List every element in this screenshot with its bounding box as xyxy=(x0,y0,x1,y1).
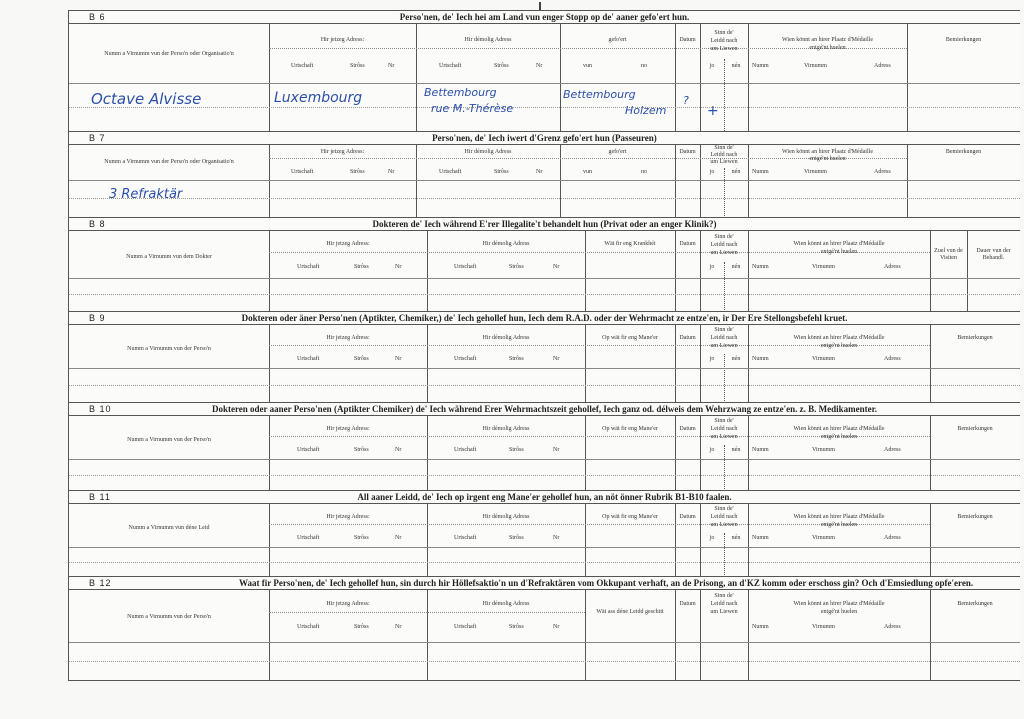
section-header xyxy=(69,491,1020,504)
section-title: Perso'nen, de' Iech iwert d'Grenz gefo'ert hun (Passeuren) xyxy=(432,133,657,143)
name-header: Numm a Virnumm vun déne Leid xyxy=(128,525,210,531)
name-header: Numm a Virnumm vun der Perso'n oder Organisatio'n xyxy=(104,159,234,165)
section-code: B 6 xyxy=(89,12,106,22)
section-b10: B 10 Dokteren oder aaner Perso'nen (Aptikter Chemiker) de' Iech während Erer Wehrmachtszeit gehollef, Iech ganz od. délweis dem Wehrzwang ze entze'en. z. B. Medikamenter. Numm a Virnumm vun der Perso'n Hir jetzeg Adress: Urtschaft Strôss Nr Hir démolig Adress Urtschaft Strôss Nr Op wät fir eng Mane'er Datum Sinn de' Leidd nach um Liewen jo nén Wien könnt an hirer Plaatz d'Médaille entgé'nt huelen Numm Virnumm Adress Bemierkungen xyxy=(69,402,1020,491)
section-title: Dokteren oder aaner Perso'nen (Aptikter Chemiker) de' Iech während Erer Wehrmachtszeit gehollef, Iech ganz od. délweis dem Wehrzwang ze entze'en. z. B. Medikamenter. xyxy=(211,404,878,414)
section-b7: B 7 Perso'nen, de' Iech iwert d'Grenz gefo'ert hun (Passeuren) Numm a Virnumm vun der Perso'n oder Organisatio'n Hir jetzeg Adress: Urtschaft Strôss Nr Hir démolig Adress Urtschaft Strôss Nr gefo'ert vun no Datum Sinn de' Leidd nach um Liewen jo nén Wien könnt an hirer Plaatz d'Médaille entgé'nt huelen Numm Virnumm Adress Bemierkungen 3 Refraktär xyxy=(69,131,1020,218)
handwritten-former-address-1: Bettembourg xyxy=(424,86,497,99)
name-header: Numm a Virnumm vun der Perso'n oder Organisatio'n xyxy=(104,51,234,57)
section-title: Dokteren oder äner Perso'nen (Aptikter, Chemiker,) de' Iech gehollef hun, Iech dem R.A.D. oder der Wehrmacht ze entze'en, ir Der Ere Stellongsbefehl kruet. xyxy=(241,313,848,323)
section-header xyxy=(69,577,1020,590)
name-header: Numm a Virnumm vun dem Dokter xyxy=(126,254,212,260)
section-title: Dokteren de' Iech während E'rer Illegalite't behandelt hun (Privat oder an enger Klinik?) xyxy=(372,219,717,229)
section-b11: B 11 All aaner Leidd, de' Iech op irgent eng Mane'er gehollef hun, an nöt önner Rubrik B1-B10 faalen. Numm a Virnumm vun déne Leid Hir jetzeg Adress: Urtschaft Strôss Nr Hir démolig Adress Urtschaft Strôss Nr Op wät fir eng Mane'er Datum Sinn de' Leidd nach um Liewen jo nén Wien könnt an hirer Plaatz d'Médaille entgé'nt huelen Numm Virnumm Adress Bemierkungen xyxy=(69,490,1020,577)
section-code: B 7 xyxy=(89,133,106,143)
section-b12: B 12 Waat fir Perso'nen, de' Iech gehollef hun, sin durch hir Höllefsaktio'n un d'Refraktären vom Okkupant verhaft, an de Prisong, an d'KZ komm oder erschoss gin? Och d'Emsiedlung opfe'eren. Numm a Virnumm vun der Perso'n Hir jetzeg Adress: Urtschaft Strôss Nr Hir démolig Adress Urtschaft Strôss Nr Wät ass déne Leidd geschitt Datum Sinn de' Leidd nach um Liewen Wien könnt an hirer Plaatz d'Médaille entgé'nt huelen Numm Virnumm Adress Bemierkungen xyxy=(69,576,1020,681)
section-b9: B 9 Dokteren oder äner Perso'nen (Aptikter, Chemiker,) de' Iech gehollef hun, Iech dem R.A.D. oder der Wehrmacht ze entze'en, ir Der Ere Stellongsbefehl kruet. Numm a Virnumm vun der Perso'n Hir jetzeg Adress: Urtschaft Strôss Nr Hir démolig Adress Urtschaft Strôss Nr Op wät fir eng Mane'er Datum Sinn de' Leidd nach um Liewen jo nén Wien könnt an hirer Plaatz d'Médaille entgé'nt huelen Numm Virnumm Adress Bemierkungen xyxy=(69,311,1020,403)
name-header: Numm a Virnumm vun der Perso'n xyxy=(127,346,211,352)
col3-header: gefo'ert xyxy=(608,37,627,43)
section-title: Waat fir Perso'nen, de' Iech gehollef hun, sin durch hir Höllefsaktio'n un d'Refraktären vom Okkupant verhaft, an de Prisong, an d'KZ komm oder erschoss gin? Och d'Emsiedlung opfe'eren. xyxy=(239,578,974,588)
section-code: B 8 xyxy=(89,219,106,229)
datum-header: Datum xyxy=(679,37,696,43)
name-header: Numm a Virnumm vun der Perso'n xyxy=(127,437,211,443)
section-header xyxy=(69,11,1020,24)
handwritten-present-address: Luxembourg xyxy=(274,90,363,106)
handwritten-to: Holzem xyxy=(625,104,667,117)
section-title: All aaner Leidd, de' Iech op irgent eng Mane'er gehollef hun, an nöt önner Rubrik B1-B10 faalen. xyxy=(357,492,732,502)
handwritten-name: 3 Refraktär xyxy=(109,187,183,202)
handwritten-former-address-2: rue M.-Thérèse xyxy=(431,102,514,115)
section-header xyxy=(69,403,1020,416)
section-b8: B 8 Dokteren de' Iech während E'rer Illegalite't behandelt hun (Privat oder an enger Klinik?) Numm a Virnumm vun dem Dokter Hir jetzeg Adress: Urtschaft Strôss Nr Hir démolig Adress Urtschaft Strôss Nr Wät fir eng Krankhét Datum Sinn de' Leidd nach um Liewen jo nén Wien könnt an hirer Plaatz d'Médaille entgé'nt huelen Numm Virnumm Adress Zuel vun de Visiten Dauer vun der Behandl. xyxy=(69,217,1020,312)
handwritten-from: Bettembourg xyxy=(563,88,636,101)
section-header xyxy=(69,132,1020,145)
former-address-header: Hir démolig Adress xyxy=(464,37,512,43)
section-code: B 9 xyxy=(89,313,106,323)
duration-header: Dauer vun der Behandl. xyxy=(976,248,1011,261)
name-header: Numm a Virnumm vun der Perso'n xyxy=(127,614,211,620)
form-sheet xyxy=(68,10,1020,681)
section-code: B 12 xyxy=(89,578,112,588)
present-address-header: Hir jetzeg Adress: xyxy=(320,37,365,43)
handwritten-name: Octave Alvisse xyxy=(91,90,202,108)
section-header xyxy=(69,312,1020,325)
section-b6: B 6 Perso'nen, de' Iech hei am Land vun enger Stopp op de' aaner gefo'ert hun. Numm a Virnumm vun der Perso'n oder Organisatio'n Hir jetzeg Adress: Urtschaft Strôss Nr Hir démolig Adress Urtschaft Strôss Nr gefo'ert vun no Datum Sinn de' Leidd nach um Liewen jo nén Wien könnt an hirer Plaatz d'Médaille entgé'nt huelen Numm Virnumm Adress Bemierkungen Octave Alvisse Luxembourg Bettembourg rue M.-Thérèse Bettembourg Holzem ? + xyxy=(69,11,1020,131)
handwritten-yes-mark: + xyxy=(707,103,719,119)
section-code: B 11 xyxy=(89,492,111,502)
section-title: Perso'nen, de' Iech hei am Land vun enger Stopp op de' aaner gefo'ert hun. xyxy=(399,12,690,22)
section-code: B 10 xyxy=(89,404,112,414)
remarks-header: Bemierkungen xyxy=(945,37,982,43)
section-header xyxy=(69,218,1020,231)
handwritten-date: ? xyxy=(683,94,689,107)
visits-header: Zuel vun de Visiten xyxy=(934,248,963,261)
